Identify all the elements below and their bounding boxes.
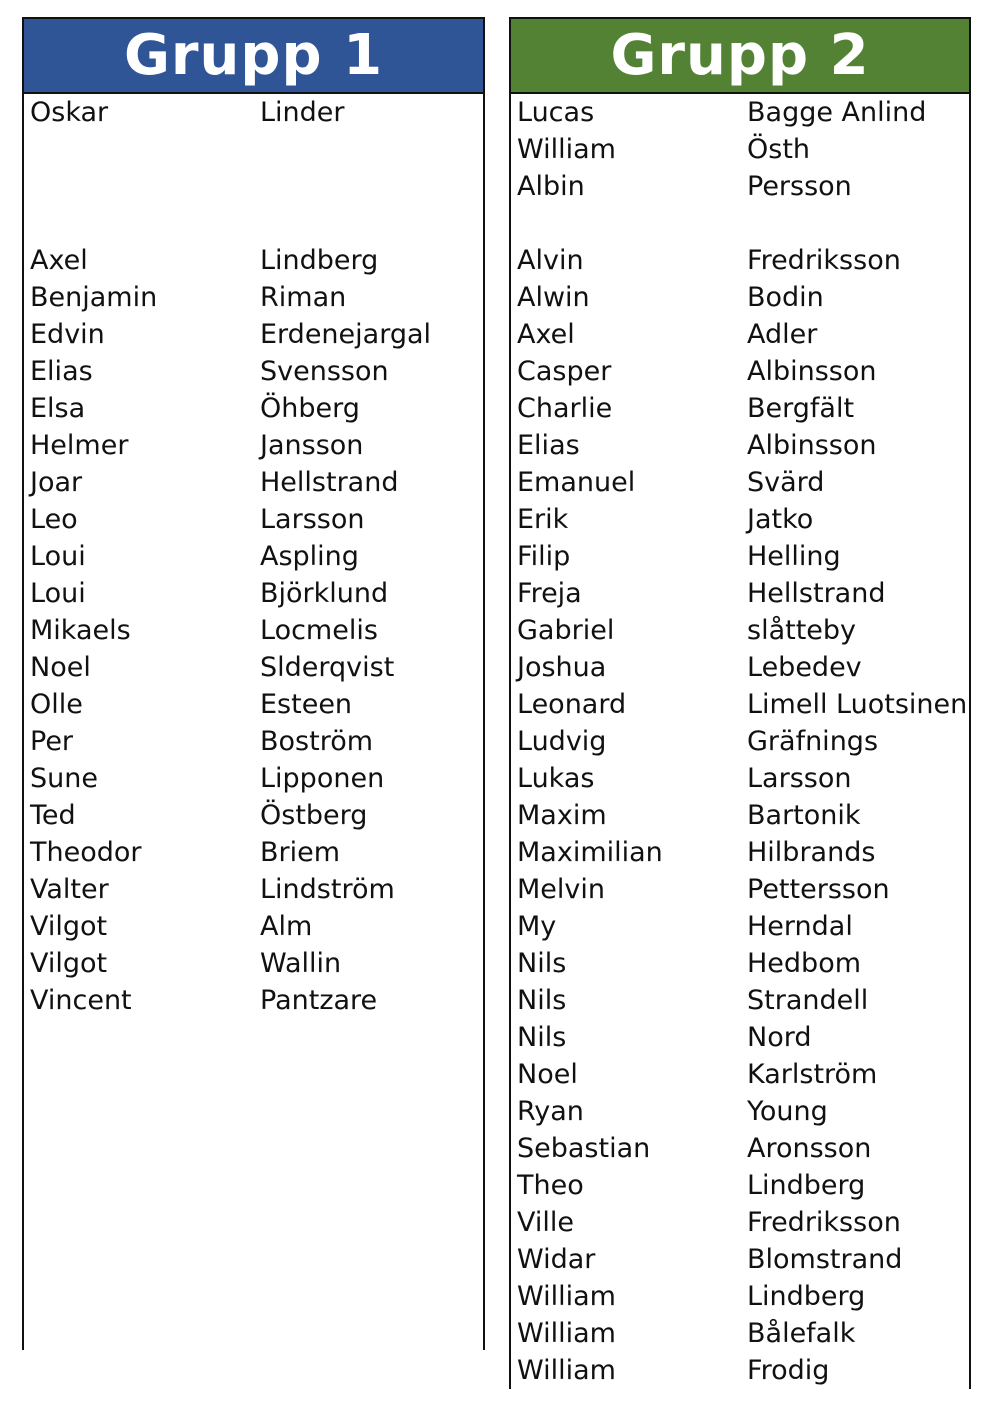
- group-2-panel: [509, 17, 971, 1389]
- last-name: Erdenejargal: [260, 316, 433, 353]
- last-name: Boström: [260, 723, 375, 760]
- last-name: Strandell: [747, 982, 870, 1019]
- last-name: Lindström: [260, 871, 397, 908]
- last-name: Bartonik: [747, 797, 863, 834]
- last-name: Frodig: [747, 1352, 831, 1389]
- first-name: Elias: [517, 430, 580, 461]
- last-name: Larsson: [260, 501, 366, 538]
- first-name: Axel: [517, 319, 575, 350]
- last-name: Blomstrand: [747, 1241, 904, 1278]
- first-name: Sebastian: [517, 1133, 651, 1164]
- first-name: Alwin: [517, 282, 590, 313]
- first-name: Gabriel: [517, 615, 615, 646]
- last-name: Adler: [747, 316, 819, 353]
- first-name: William: [517, 134, 616, 165]
- first-name: Helmer: [30, 430, 129, 461]
- last-name: Nord: [747, 1019, 813, 1056]
- first-name: Ludvig: [517, 726, 607, 757]
- last-name: Lebedev: [747, 649, 864, 686]
- first-name: Charlie: [517, 393, 613, 424]
- last-name: Björklund: [260, 575, 390, 612]
- last-name: Young: [747, 1093, 830, 1130]
- first-name: Theo: [517, 1170, 584, 1201]
- group-2-title: Grupp 2: [509, 17, 971, 94]
- first-name: Elias: [30, 356, 93, 387]
- last-name: Bålefalk: [747, 1315, 857, 1352]
- first-name: William: [517, 1318, 616, 1349]
- first-name: Emanuel: [517, 467, 636, 498]
- last-name: Wallin: [260, 945, 343, 982]
- first-name: Joshua: [517, 652, 607, 683]
- last-name: Pantzare: [260, 982, 379, 1019]
- last-name: Bodin: [747, 279, 826, 316]
- first-name: Benjamin: [30, 282, 158, 313]
- first-name: Nils: [517, 1022, 567, 1053]
- last-name: Locmelis: [260, 612, 380, 649]
- last-name: Gräfnings: [747, 723, 880, 760]
- first-name: Maximilian: [517, 837, 663, 868]
- last-name: Hilbrands: [747, 834, 877, 871]
- first-name: Loui: [30, 578, 86, 609]
- first-name: Noel: [30, 652, 91, 683]
- first-name: Filip: [517, 541, 571, 572]
- first-name: Noel: [517, 1059, 578, 1090]
- last-name: Fredriksson: [747, 1204, 903, 1241]
- last-name: Jansson: [260, 427, 365, 464]
- last-name: Svärd: [747, 464, 826, 501]
- last-name: Briem: [260, 834, 342, 871]
- first-name: Ryan: [517, 1096, 584, 1127]
- first-name: Olle: [30, 689, 83, 720]
- first-name: Erik: [517, 504, 569, 535]
- group-1-title: Grupp 1: [22, 17, 485, 94]
- first-name: Valter: [30, 874, 109, 905]
- first-name: Leo: [30, 504, 78, 535]
- first-name: Vilgot: [30, 911, 108, 942]
- first-name: Joar: [30, 467, 83, 498]
- last-name: Helling: [747, 538, 843, 575]
- first-name: Casper: [517, 356, 612, 387]
- last-name: Lindberg: [260, 242, 380, 279]
- first-name: Elsa: [30, 393, 86, 424]
- first-name: Nils: [517, 948, 567, 979]
- last-name: Riman: [260, 279, 348, 316]
- first-name: Ted: [30, 800, 76, 831]
- first-name: Mikaels: [30, 615, 131, 646]
- first-name: Alvin: [517, 245, 584, 276]
- last-name: Aronsson: [747, 1130, 873, 1167]
- last-name: Linder: [260, 94, 347, 131]
- first-name: My: [517, 911, 557, 942]
- last-name: Hellstrand: [747, 575, 887, 612]
- last-name: Limell Luotsinen: [747, 686, 969, 723]
- group-1-panel: [22, 17, 485, 1350]
- last-name: Svensson: [260, 353, 391, 390]
- first-name: William: [517, 1281, 616, 1312]
- first-name: Theodor: [30, 837, 142, 868]
- last-name: Hedbom: [747, 945, 863, 982]
- first-name: Vilgot: [30, 948, 108, 979]
- first-name: Nils: [517, 985, 567, 1016]
- first-name: Axel: [30, 245, 88, 276]
- first-name: Maxim: [517, 800, 607, 831]
- last-name: Jatko: [747, 501, 815, 538]
- last-name: Östh: [747, 131, 812, 168]
- first-name: William: [517, 1355, 616, 1386]
- first-name: Lucas: [517, 97, 595, 128]
- last-name: Bagge Anlind: [747, 94, 928, 131]
- last-name: Hellstrand: [260, 464, 400, 501]
- last-name: Östberg: [260, 797, 369, 834]
- first-name: Freja: [517, 578, 582, 609]
- first-name: Vincent: [30, 985, 132, 1016]
- last-name: Herndal: [747, 908, 855, 945]
- last-name: slåtteby: [747, 612, 858, 649]
- first-name: Sune: [30, 763, 98, 794]
- last-name: Fredriksson: [747, 242, 903, 279]
- last-name: Bergfält: [747, 390, 856, 427]
- last-name: Alm: [260, 908, 314, 945]
- first-name: Lukas: [517, 763, 595, 794]
- last-name: Aspling: [260, 538, 361, 575]
- last-name: Slderqvist: [260, 649, 396, 686]
- last-name: Persson: [747, 168, 854, 205]
- first-name: Edvin: [30, 319, 105, 350]
- last-name: Karlström: [747, 1056, 879, 1093]
- first-name: Leonard: [517, 689, 627, 720]
- last-name: Albinsson: [747, 353, 879, 390]
- last-name: Lindberg: [747, 1167, 867, 1204]
- first-name: Oskar: [30, 97, 109, 128]
- last-name: Albinsson: [747, 427, 879, 464]
- last-name: Larsson: [747, 760, 853, 797]
- first-name: Widar: [517, 1244, 596, 1275]
- first-name: Albin: [517, 171, 585, 202]
- first-name: Per: [30, 726, 74, 757]
- last-name: Lindberg: [747, 1278, 867, 1315]
- first-name: Ville: [517, 1207, 574, 1238]
- last-name: Pettersson: [747, 871, 892, 908]
- last-name: Esteen: [260, 686, 354, 723]
- first-name: Loui: [30, 541, 86, 572]
- first-name: Melvin: [517, 874, 606, 905]
- last-name: Öhberg: [260, 390, 362, 427]
- last-name: Lipponen: [260, 760, 386, 797]
